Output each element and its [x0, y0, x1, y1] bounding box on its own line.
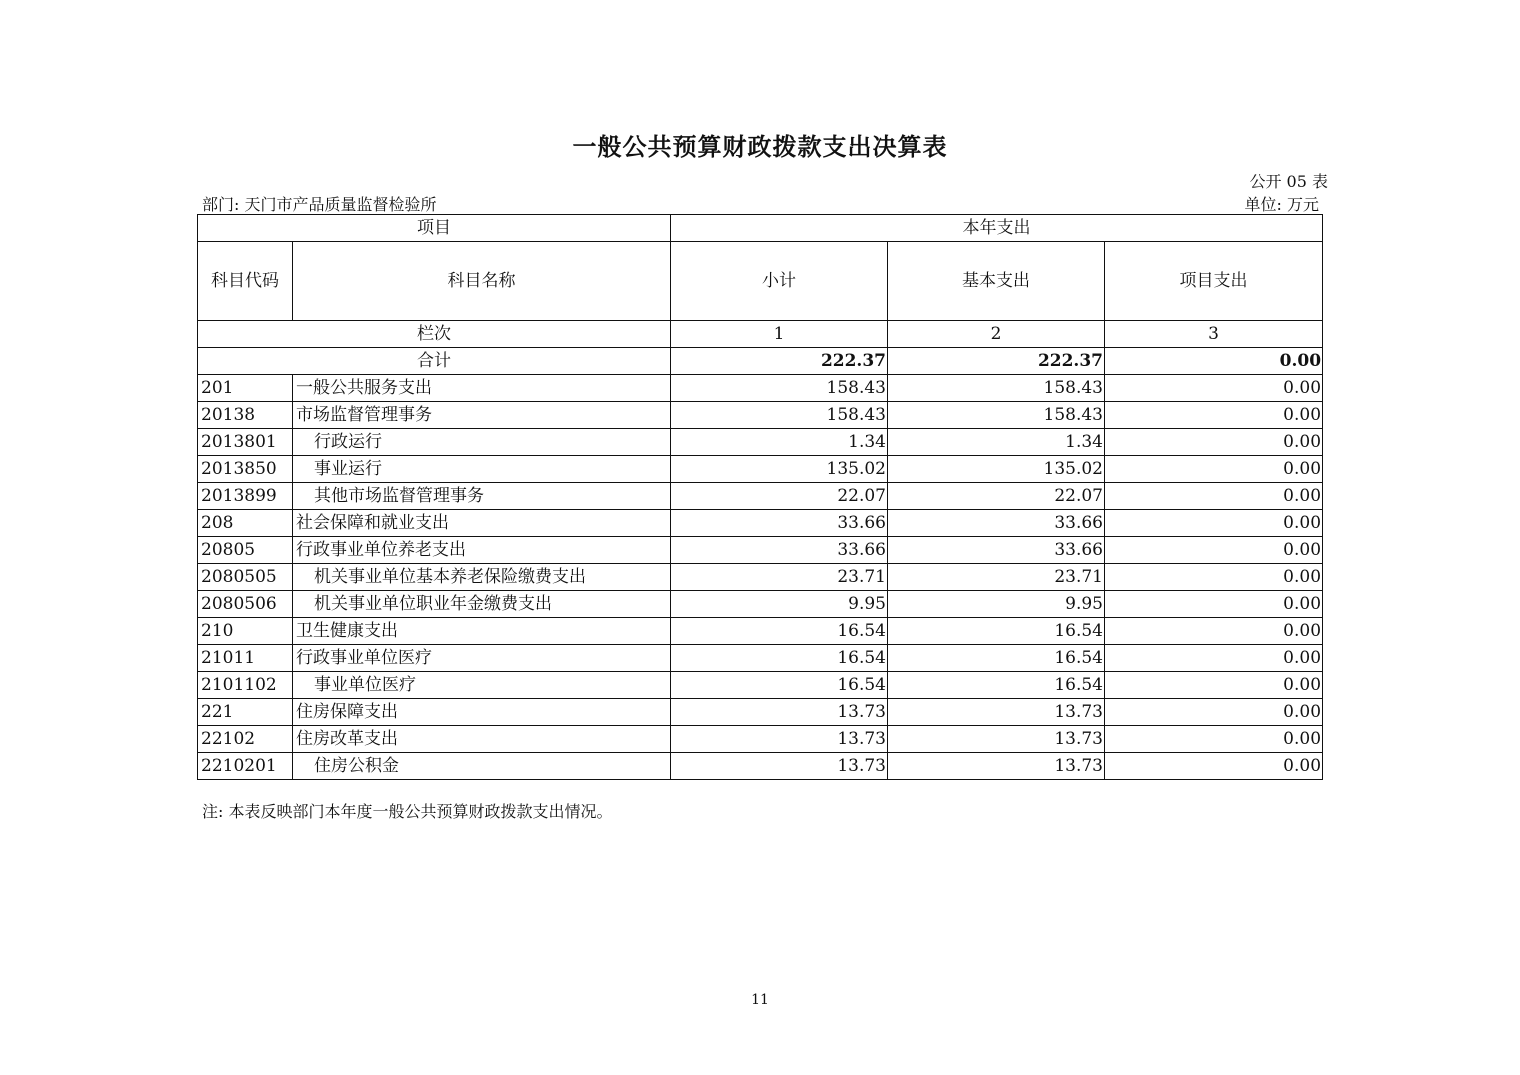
row-basic: 158.43 [888, 375, 1105, 402]
table-row [198, 402, 1323, 429]
row-basic: 23.71 [888, 564, 1105, 591]
column-index-2: 2 [888, 321, 1105, 348]
row-subtotal: 13.73 [671, 753, 888, 780]
row-code: 2101102 [198, 672, 293, 699]
header-item-group: 项目 [198, 215, 671, 242]
row-subtotal: 33.66 [671, 537, 888, 564]
header-row-columns [198, 242, 1323, 321]
row-project: 0.00 [1105, 753, 1323, 780]
column-index-1: 1 [671, 321, 888, 348]
row-code: 210 [198, 618, 293, 645]
row-project: 0.00 [1105, 699, 1323, 726]
table-row [198, 591, 1323, 618]
row-subtotal: 13.73 [671, 726, 888, 753]
row-name: 卫生健康支出 [293, 618, 671, 645]
row-subtotal: 16.54 [671, 645, 888, 672]
row-name: 住房公积金 [293, 753, 671, 780]
row-basic: 135.02 [888, 456, 1105, 483]
total-row [198, 348, 1323, 375]
row-code: 221 [198, 699, 293, 726]
page-number: 11 [751, 992, 769, 1008]
row-code: 2013850 [198, 456, 293, 483]
row-project: 0.00 [1105, 456, 1323, 483]
report-title: 一般公共预算财政拨款支出决算表 [572, 133, 948, 161]
row-basic: 16.54 [888, 645, 1105, 672]
header-subtotal: 小计 [671, 242, 888, 321]
header-code: 科目代码 [198, 242, 293, 321]
row-name: 住房保障支出 [293, 699, 671, 726]
row-project: 0.00 [1105, 510, 1323, 537]
row-name: 事业运行 [293, 456, 671, 483]
row-code: 2080505 [198, 564, 293, 591]
row-project: 0.00 [1105, 402, 1323, 429]
table-row [198, 726, 1323, 753]
row-subtotal: 16.54 [671, 618, 888, 645]
row-basic: 33.66 [888, 510, 1105, 537]
row-name: 一般公共服务支出 [293, 375, 671, 402]
row-basic: 13.73 [888, 753, 1105, 780]
table-row [198, 429, 1323, 456]
table-row [198, 537, 1323, 564]
table-row [198, 510, 1323, 537]
row-basic: 22.07 [888, 483, 1105, 510]
row-subtotal: 13.73 [671, 699, 888, 726]
table-row [198, 672, 1323, 699]
table-row [198, 564, 1323, 591]
row-name: 机关事业单位基本养老保险缴费支出 [293, 564, 671, 591]
row-project: 0.00 [1105, 645, 1323, 672]
total-basic: 222.37 [888, 348, 1105, 375]
department-label: 部门: 天门市产品质量监督检验所 [202, 195, 437, 214]
header-basic: 基本支出 [888, 242, 1105, 321]
row-name: 市场监督管理事务 [293, 402, 671, 429]
table-row [198, 753, 1323, 780]
row-name: 行政运行 [293, 429, 671, 456]
header-project: 项目支出 [1105, 242, 1323, 321]
row-code: 2210201 [198, 753, 293, 780]
expenditure-table [197, 214, 1323, 780]
row-code: 208 [198, 510, 293, 537]
row-subtotal: 1.34 [671, 429, 888, 456]
total-project: 0.00 [1105, 348, 1323, 375]
header-row-group [198, 215, 1323, 242]
row-subtotal: 158.43 [671, 402, 888, 429]
row-project: 0.00 [1105, 672, 1323, 699]
row-basic: 9.95 [888, 591, 1105, 618]
column-index-row [198, 321, 1323, 348]
row-project: 0.00 [1105, 429, 1323, 456]
row-name: 住房改革支出 [293, 726, 671, 753]
unit-label: 单位: 万元 [1244, 195, 1319, 214]
row-subtotal: 22.07 [671, 483, 888, 510]
row-subtotal: 33.66 [671, 510, 888, 537]
header-name: 科目名称 [293, 242, 671, 321]
form-number: 公开 05 表 [1249, 172, 1328, 191]
row-code: 20138 [198, 402, 293, 429]
footnote: 注: 本表反映部门本年度一般公共预算财政拨款支出情况。 [202, 802, 613, 821]
row-project: 0.00 [1105, 591, 1323, 618]
row-project: 0.00 [1105, 537, 1323, 564]
row-name: 机关事业单位职业年金缴费支出 [293, 591, 671, 618]
row-name: 行政事业单位养老支出 [293, 537, 671, 564]
row-project: 0.00 [1105, 375, 1323, 402]
row-code: 2080506 [198, 591, 293, 618]
column-index-label: 栏次 [198, 321, 671, 348]
row-code: 20805 [198, 537, 293, 564]
row-code: 201 [198, 375, 293, 402]
row-code: 21011 [198, 645, 293, 672]
row-code: 2013801 [198, 429, 293, 456]
total-subtotal: 222.37 [671, 348, 888, 375]
column-index-3: 3 [1105, 321, 1323, 348]
row-basic: 13.73 [888, 699, 1105, 726]
total-label: 合计 [198, 348, 671, 375]
row-basic: 16.54 [888, 672, 1105, 699]
row-name: 行政事业单位医疗 [293, 645, 671, 672]
row-name: 其他市场监督管理事务 [293, 483, 671, 510]
row-subtotal: 16.54 [671, 672, 888, 699]
row-subtotal: 158.43 [671, 375, 888, 402]
row-basic: 33.66 [888, 537, 1105, 564]
table-row [198, 483, 1323, 510]
row-subtotal: 9.95 [671, 591, 888, 618]
table-row [198, 456, 1323, 483]
row-subtotal: 23.71 [671, 564, 888, 591]
row-project: 0.00 [1105, 483, 1323, 510]
header-year-group: 本年支出 [671, 215, 1323, 242]
table-row [198, 618, 1323, 645]
row-project: 0.00 [1105, 618, 1323, 645]
row-code: 2013899 [198, 483, 293, 510]
row-project: 0.00 [1105, 564, 1323, 591]
row-code: 22102 [198, 726, 293, 753]
row-basic: 16.54 [888, 618, 1105, 645]
row-basic: 1.34 [888, 429, 1105, 456]
row-basic: 13.73 [888, 726, 1105, 753]
table-row [198, 699, 1323, 726]
row-project: 0.00 [1105, 726, 1323, 753]
table-row [198, 375, 1323, 402]
row-subtotal: 135.02 [671, 456, 888, 483]
table-row [198, 645, 1323, 672]
row-basic: 158.43 [888, 402, 1105, 429]
row-name: 社会保障和就业支出 [293, 510, 671, 537]
row-name: 事业单位医疗 [293, 672, 671, 699]
